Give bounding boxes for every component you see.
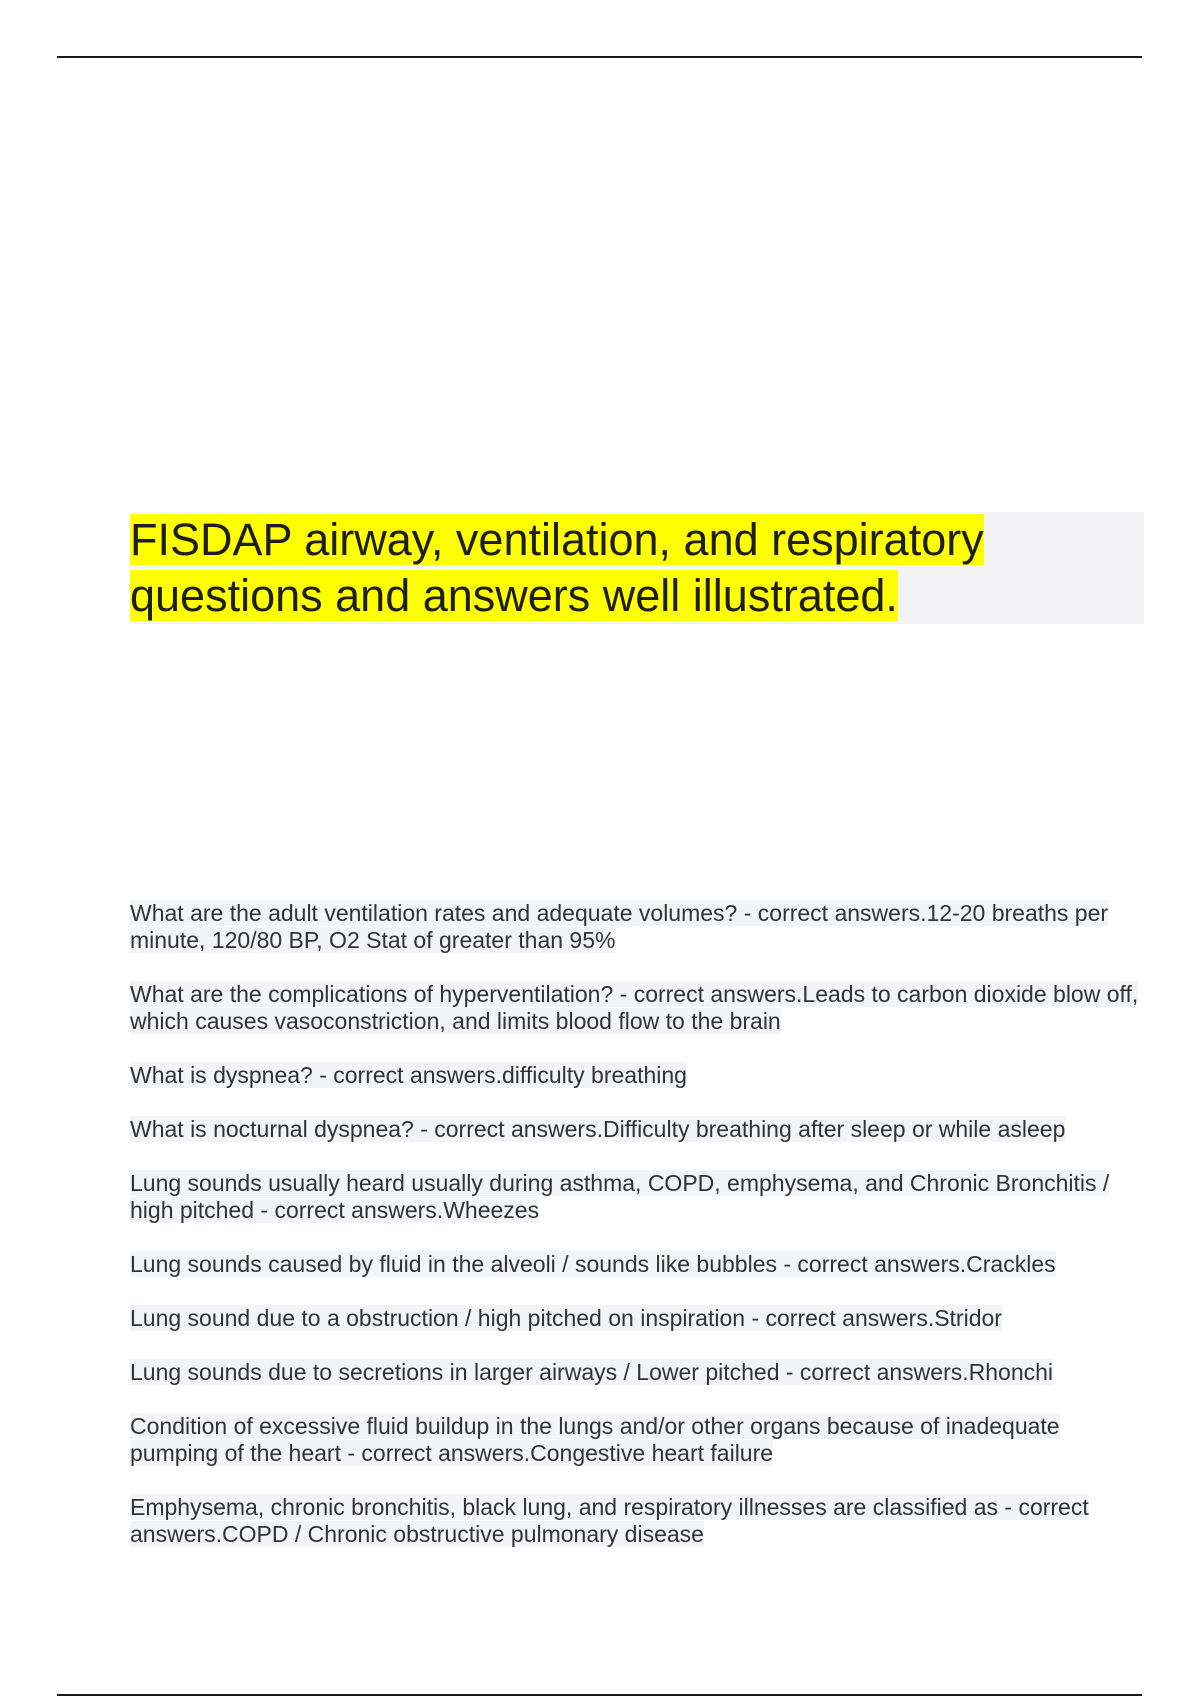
qa-item-text: What is dyspnea? - correct answers.difficulty breathing <box>130 1062 687 1088</box>
qa-item-text: Lung sounds due to secretions in larger airways / Lower pitched - correct answers.Rhonchi <box>130 1359 1054 1385</box>
qa-item-text: Lung sounds caused by fluid in the alveoli / sounds like bubbles - correct answers.Crackles <box>130 1251 1056 1277</box>
qa-list <box>130 900 1150 1575</box>
document-title-text: FISDAP airway, ventilation, and respiratory questions and answers well illustrated. <box>130 514 984 621</box>
document-title <box>130 512 1140 624</box>
top-divider <box>57 56 1142 58</box>
qa-item <box>130 1170 1150 1224</box>
qa-item <box>130 1413 1150 1467</box>
qa-item-text: What is nocturnal dyspnea? - correct answers.Difficulty breathing after sleep or while asleep <box>130 1116 1066 1142</box>
qa-item-text: What are the adult ventilation rates and adequate volumes? - correct answers.12-20 breaths per minute, 120/80 BP, O2 Stat of greater than 95% <box>130 900 1109 953</box>
qa-item-text: Emphysema, chronic bronchitis, black lung, and respiratory illnesses are classified as - correct answers.COPD / Chronic obstructive pulmonary disease <box>130 1494 1089 1547</box>
qa-item <box>130 1062 1150 1089</box>
qa-item <box>130 981 1150 1035</box>
qa-item-text: Lung sound due to a obstruction / high pitched on inspiration - correct answers.Stridor <box>130 1305 1002 1331</box>
qa-item <box>130 1305 1150 1332</box>
qa-item <box>130 1251 1150 1278</box>
bottom-divider <box>57 1694 1142 1696</box>
qa-item <box>130 1494 1150 1548</box>
qa-item-text: Condition of excessive fluid buildup in the lungs and/or other organs because of inadequate pumping of the heart - correct answers.Congestive heart failure <box>130 1413 1060 1466</box>
qa-item-text: What are the complications of hyperventilation? - correct answers.Leads to carbon dioxide blow off, which causes vasoconstriction, and limits blood flow to the brain <box>130 981 1139 1034</box>
qa-item <box>130 900 1150 954</box>
qa-item-text: Lung sounds usually heard usually during asthma, COPD, emphysema, and Chronic Bronchitis / high pitched - correct answers.Wheezes <box>130 1170 1110 1223</box>
qa-item <box>130 1359 1150 1386</box>
qa-item <box>130 1116 1150 1143</box>
